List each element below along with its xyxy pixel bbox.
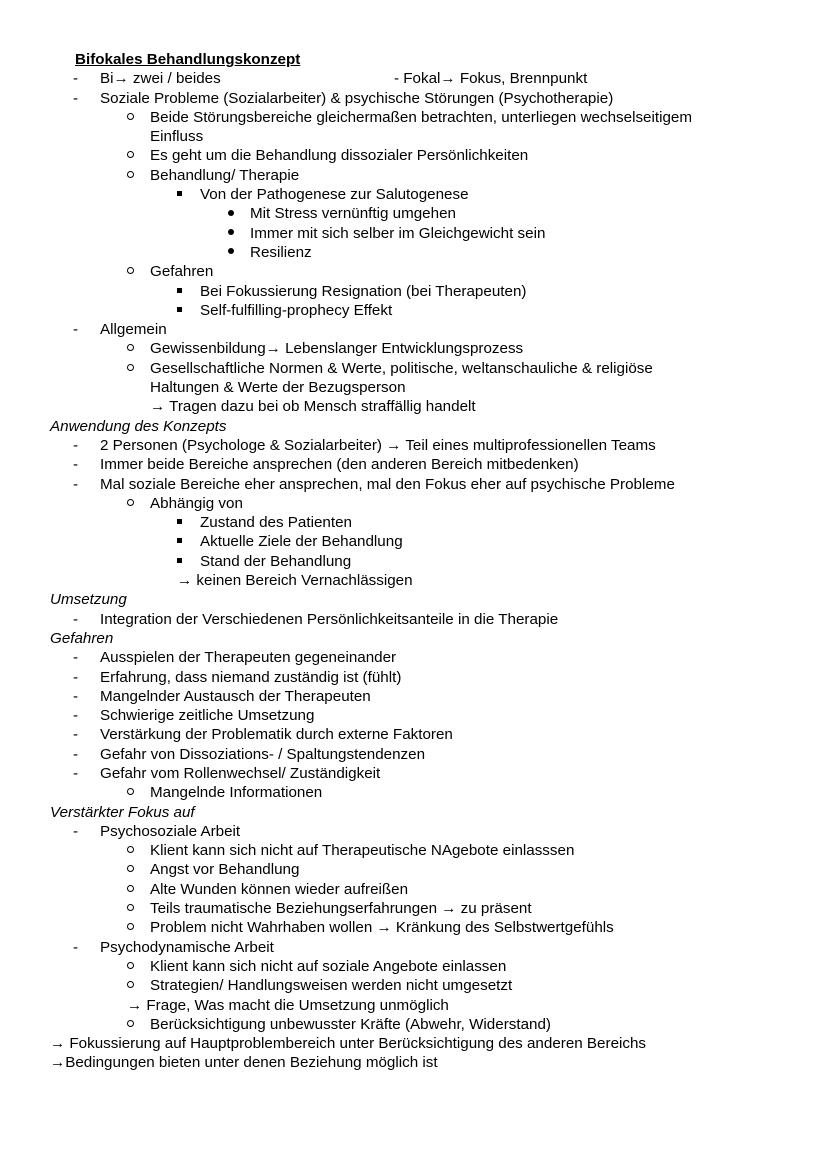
text-line [0,532,828,551]
text-line [0,957,828,976]
text-line [0,204,828,223]
circle-bullet-icon [127,108,134,127]
line-text: Haltungen & Werte der Bezugsperson [150,379,406,397]
square-bullet-icon [177,185,182,204]
section-heading: Anwendung des Konzepts [50,417,227,435]
text-line [0,513,828,532]
line-text: Schwierige zeitliche Umsetzung [100,707,315,725]
line-text: Von der Pathogenese zur Salutogenese [200,186,469,204]
dot-bullet-icon [228,243,234,262]
line-text: Verstärkung der Problematik durch externe Faktoren [100,726,453,744]
circle-bullet-icon [127,860,134,879]
text-line [0,996,828,1015]
circle-bullet-icon [127,976,134,995]
text-line [0,455,828,474]
line-text: Gewissenbildung→ Lebenslanger Entwicklungsprozess [150,340,524,358]
line-text: Immer mit sich selber im Gleichgewicht sein [250,224,546,242]
text-line [0,725,828,744]
line-text: Alte Wunden können wieder aufreißen [150,880,409,898]
line-text: Immer beide Bereiche ansprechen (den anderen Bereich mitbedenken) [100,456,579,474]
dash-bullet: - [73,938,79,956]
text-line [0,1053,828,1072]
square-bullet-icon [177,282,182,301]
dash-bullet: - [73,745,79,763]
text-line [0,127,828,146]
line-text: Einfluss [150,128,204,146]
circle-bullet-icon [127,262,134,281]
line-text: Gefahren [150,263,214,281]
text-line [0,571,828,590]
line-text: Teils traumatische Beziehungserfahrungen → zu präsent [150,900,532,918]
text-line [0,301,828,320]
line-text: → keinen Bereich Vernachlässigen [177,572,413,590]
dash-bullet: - [73,436,79,454]
circle-bullet-icon [127,339,134,358]
section-heading: Gefahren [50,629,114,647]
text-line [0,610,828,629]
line-text: Angst vor Behandlung [150,861,300,879]
circle-bullet-icon [127,494,134,513]
line-text: Integration der Verschiedenen Persönlichkeitsanteile in die Therapie [100,610,559,628]
line-text: →Bedingungen bieten unter denen Beziehung möglich ist [50,1054,438,1072]
text-line [0,69,828,88]
line-text: Aktuelle Ziele der Behandlung [200,533,403,551]
line-text: Self-fulfilling-prophecy Effekt [200,301,393,319]
title-line [0,50,828,69]
dash-bullet: - [73,610,79,628]
text-line [0,899,828,918]
text-line [0,841,828,860]
line-text: Gefahr von Dissoziations- / Spaltungstendenzen [100,745,426,763]
line-text: Klient kann sich nicht auf Therapeutische NAgebote einlasssen [150,842,575,860]
text-line [0,668,828,687]
text-line [0,108,828,127]
text-line [0,262,828,281]
square-bullet-icon [177,552,182,571]
dash-bullet: - [73,707,79,725]
dash-bullet: - [73,89,79,107]
circle-bullet-icon [127,1015,134,1034]
text-line [0,417,828,436]
line-text: Stand der Behandlung [200,552,352,570]
text-line [0,783,828,802]
dot-bullet-icon [228,224,234,243]
dash-bullet: - [73,321,79,339]
line-text: Zustand des Patienten [200,514,352,532]
text-line [0,378,828,397]
text-line [0,359,828,378]
text-line [0,1015,828,1034]
dash-bullet: - [73,70,79,88]
line-text: Es geht um die Behandlung dissozialer Persönlichkeiten [150,147,529,165]
text-line [0,494,828,513]
circle-bullet-icon [127,359,134,378]
line-text: Mangelnder Austausch der Therapeuten [100,687,371,705]
text-line [0,243,828,262]
text-line [0,745,828,764]
line-text: 2 Personen (Psychologe & Sozialarbeiter) → Teil eines multiprofessionellen Teams [100,436,656,454]
line-text: Behandlung/ Therapie [150,166,300,184]
dash-bullet: - [73,668,79,686]
document-title: Bifokales Behandlungskonzept [75,51,301,68]
text-line [0,146,828,165]
dash-bullet: - [73,764,79,782]
line-text: Psychodynamische Arbeit [100,938,274,956]
text-line [0,397,828,416]
text-line [0,339,828,358]
text-line [0,976,828,995]
square-bullet-icon [177,532,182,551]
text-line [0,648,828,667]
circle-bullet-icon [127,880,134,899]
square-bullet-icon [177,301,182,320]
text-line [0,552,828,571]
document [0,50,828,1073]
line-text: - Fokal→ Fokus, Brennpunkt [394,70,588,88]
line-text: Strategien/ Handlungsweisen werden nicht umgesetzt [150,977,513,995]
line-text: Berücksichtigung unbewusster Kräfte (Abwehr, Widerstand) [150,1015,551,1033]
text-line [0,706,828,725]
text-line [0,764,828,783]
circle-bullet-icon [127,841,134,860]
line-text: Allgemein [100,321,167,339]
text-line [0,89,828,108]
line-text: Bi→ zwei / beides [100,70,221,88]
text-line [0,185,828,204]
line-text: Abhängig von [150,494,243,512]
line-text: Klient kann sich nicht auf soziale Angebote einlassen [150,957,507,975]
line-text: Mal soziale Bereiche eher ansprechen, mal den Fokus eher auf psychische Probleme [100,475,675,493]
text-line [0,629,828,648]
circle-bullet-icon [127,783,134,802]
line-text: Psychosoziale Arbeit [100,822,241,840]
circle-bullet-icon [127,899,134,918]
line-text: Mit Stress vernünftig umgehen [250,205,456,223]
text-line [0,590,828,609]
dash-bullet: - [73,475,79,493]
dot-bullet-icon [228,204,234,223]
text-line [0,1034,828,1053]
line-text: Beide Störungsbereiche gleichermaßen betrachten, unterliegen wechselseitigem [150,108,693,126]
text-line [0,918,828,937]
text-line [0,822,828,841]
circle-bullet-icon [127,918,134,937]
text-line [0,282,828,301]
text-line [0,860,828,879]
dash-bullet: - [73,456,79,474]
text-line [0,803,828,822]
circle-bullet-icon [127,957,134,976]
text-line [0,687,828,706]
square-bullet-icon [177,513,182,532]
text-line [0,320,828,339]
section-heading: Verstärkter Fokus auf [50,803,195,821]
text-line [0,224,828,243]
text-line [0,475,828,494]
line-text: → Tragen dazu bei ob Mensch straffällig handelt [150,398,476,416]
dash-bullet: - [73,822,79,840]
circle-bullet-icon [127,166,134,185]
text-line [0,938,828,957]
section-heading: Umsetzung [50,591,127,609]
dash-bullet: - [73,726,79,744]
text-line [0,880,828,899]
line-text: Problem nicht Wahrhaben wollen → Kränkung des Selbstwertgefühls [150,919,614,937]
text-line [0,436,828,455]
dash-bullet: - [73,687,79,705]
line-text: Soziale Probleme (Sozialarbeiter) & psychische Störungen (Psychotherapie) [100,89,614,107]
line-text: Erfahrung, dass niemand zuständig ist (fühlt) [100,668,402,686]
text-line [0,166,828,185]
line-text: Mangelnde Informationen [150,784,323,802]
line-text: Gefahr vom Rollenwechsel/ Zuständigkeit [100,764,381,782]
content-lines [0,69,828,1072]
line-text: Bei Fokussierung Resignation (bei Therapeuten) [200,282,527,300]
line-text: → Fokussierung auf Hauptproblembereich unter Berücksichtigung des anderen Bereichs [50,1035,647,1053]
line-text: Resilienz [250,243,312,261]
dash-bullet: - [73,649,79,667]
circle-bullet-icon [127,146,134,165]
line-text: Gesellschaftliche Normen & Werte, politische, weltanschauliche & religiöse [150,359,653,377]
line-text: Ausspielen der Therapeuten gegeneinander [100,649,397,667]
line-text: → Frage, Was macht die Umsetzung unmöglich [127,996,449,1014]
